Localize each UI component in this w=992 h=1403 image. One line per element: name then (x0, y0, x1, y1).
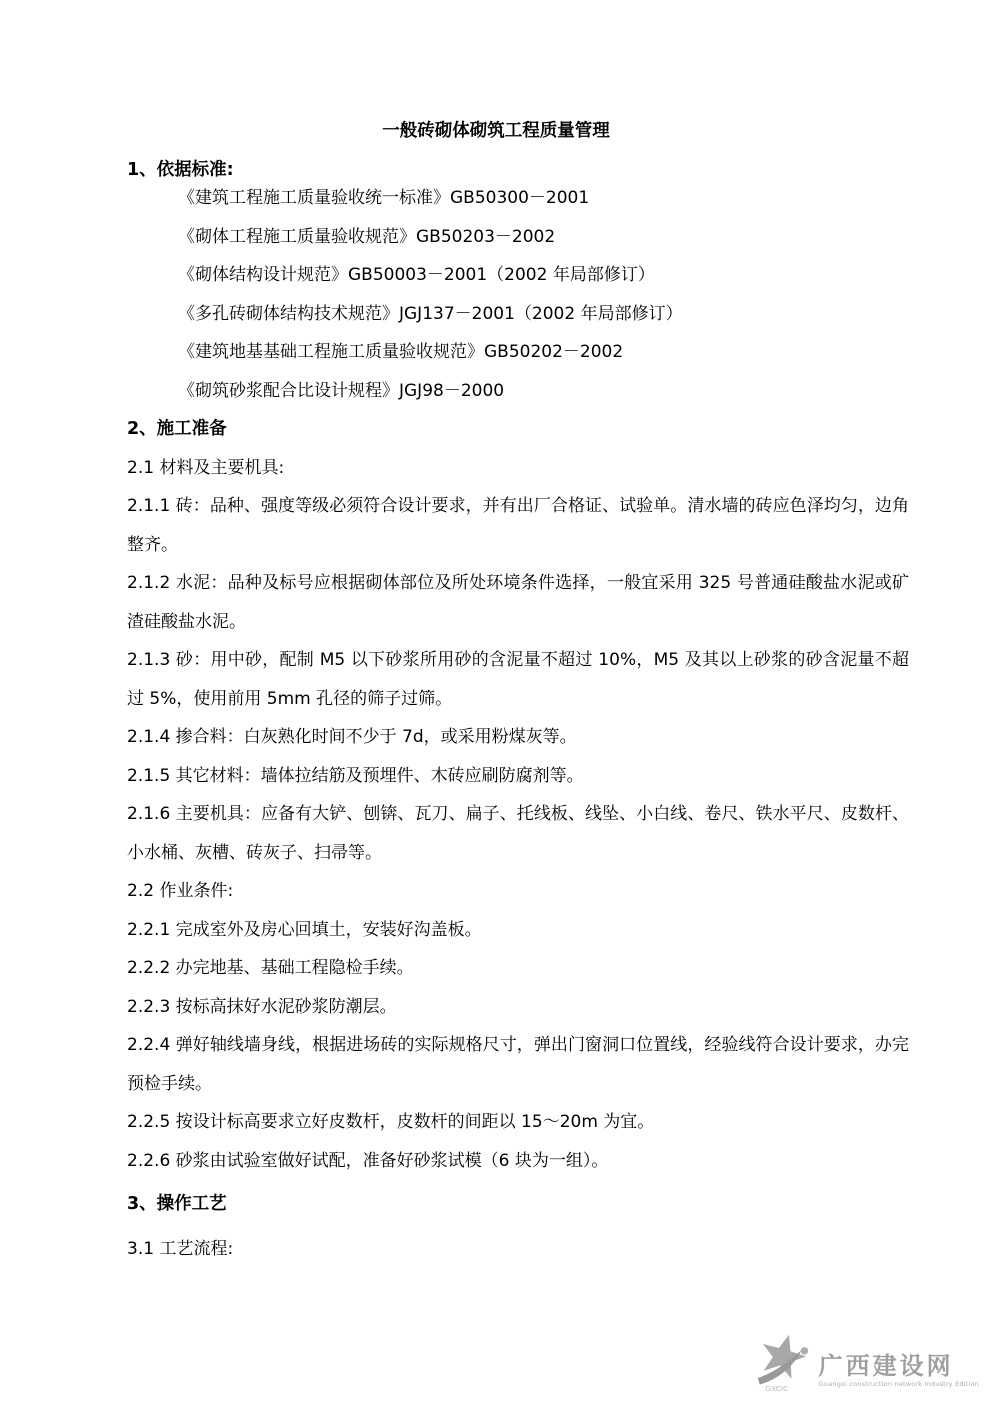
section-standards-heading: 1、依据标准: (127, 159, 234, 180)
dot-shape (800, 1347, 807, 1354)
paragraph-2-1: 2.1 材料及主要机具: (127, 457, 285, 478)
paragraph-2-1-5: 2.1.5 其它材料：墙体拉结筋及预埋件、木砖应刷防腐剂等。 (127, 765, 584, 786)
paragraph-2-2-6: 2.2.6 砂浆由试验室做好试配，准备好砂浆试模（6 块为一组）。 (127, 1150, 609, 1171)
paragraph-2-1-3: 2.1.3 砂：用中砂，配制 M5 以下砂浆所用砂的含泥量不超过 10%，M5 及其以上砂浆的砂含泥量不超过 5%，使用前用 5mm 孔径的筛子过筛。 (127, 650, 909, 709)
reference-item: 《砌筑砂浆配合比设计规程》JGJ98－2000 (178, 380, 505, 401)
watermark-text-column (819, 1352, 979, 1389)
paragraph-2-2: 2.2 作业条件: (127, 881, 234, 901)
document-title-text: 一般砖砌体砌筑工程质量管理 (382, 121, 610, 141)
paragraph-2-1-6: 2.1.6 主要机具：应备有大铲、刨锛、瓦刀、扁子、托线板、线坠、小白线、卷尺、铁水平尺、皮数杆、小水桶、灰槽、砖灰子、扫帚等。 (127, 804, 909, 863)
paragraph-2-1-4: 2.1.4 掺合料：白灰熟化时间不少于 7d，或采用粉煤灰等。 (127, 727, 577, 747)
paragraph-2-2-5: 2.2.5 按设计标高要求立好皮数杆，皮数杆的间距以 15～20m 为宜。 (127, 1112, 655, 1132)
watermark (755, 1332, 979, 1394)
reference-item: 《砌体结构设计规范》GB50003－2001（2002 年局部修订） (178, 265, 655, 285)
document-title (0, 112, 992, 151)
section-process-heading: 3、操作工艺 (127, 1194, 227, 1214)
reference-item: 《砌体工程施工质量验收规范》GB50203－2002 (178, 226, 556, 247)
star-shape (756, 1332, 811, 1381)
paragraph-2-1-1: 2.1.1 砖：品种、强度等级必须符合设计要求，并有出厂合格证、试验单。清水墙的砖应色泽均匀，边角整齐。 (127, 496, 909, 555)
logo-abbr-text: GXCIC (764, 1384, 788, 1393)
watermark-tagline: Guangxi construction network Industry Edition (818, 1380, 979, 1388)
watermark-site-name: 广西建设网 (818, 1351, 954, 1380)
star-logo-icon (755, 1332, 811, 1394)
paragraph-2-1-2: 2.1.2 水泥：品种及标号应根据砌体部位及所处环境条件选择，一般宜采用 325 号普通硅酸盐水泥或矿渣硅酸盐水泥。 (127, 573, 909, 632)
reference-item: 《建筑工程施工质量验收统一标准》GB50300－2001 (178, 188, 590, 208)
standards-list (127, 179, 909, 410)
paragraph-2-2-2: 2.2.2 办完地基、基础工程隐检手续。 (127, 958, 414, 978)
paragraph-2-2-3: 2.2.3 按标高抹好水泥砂浆防潮层。 (127, 996, 397, 1017)
paragraph-2-2-1: 2.2.1 完成室外及房心回填土，安装好沟盖板。 (127, 919, 482, 940)
reference-item: 《建筑地基基础工程施工质量验收规范》GB50202－2002 (178, 342, 624, 362)
section-preparation-heading: 2、施工准备 (127, 419, 227, 439)
paragraph-3-1: 3.1 工艺流程: (127, 1238, 234, 1259)
reference-item: 《多孔砖砌体结构技术规范》JGJ137－2001（2002 年局部修订） (178, 303, 683, 324)
paragraph-2-2-4: 2.2.4 弹好轴线墙身线，根据进场砖的实际规格尺寸，弹出门窗洞口位置线，经验线符合设计要求，办完预检手续。 (127, 1035, 909, 1094)
